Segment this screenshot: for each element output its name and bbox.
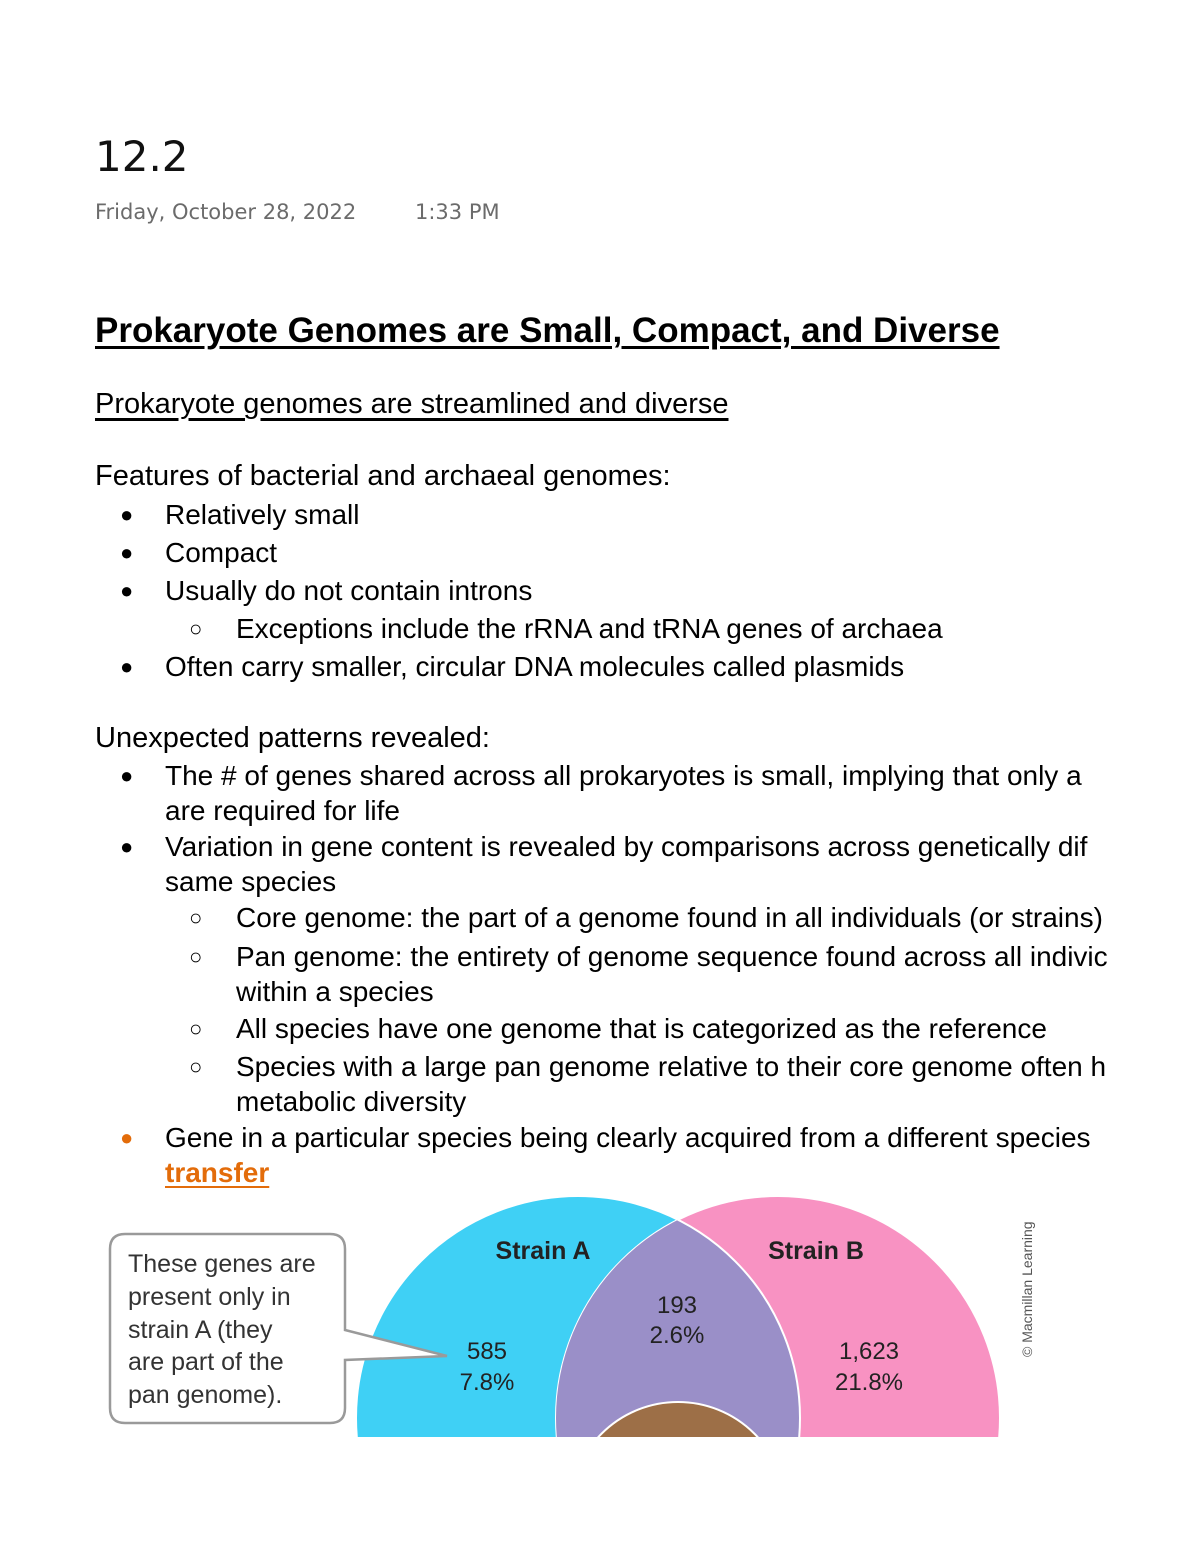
b-only-count: 1,623 (838, 1338, 900, 1365)
circle-bullet-icon: ○ (189, 616, 203, 641)
list-subitem: Species with a large pan genome relative to their core genome often h (236, 1051, 1107, 1082)
a-only-count: 585 (466, 1338, 508, 1365)
section-heading: Prokaryote Genomes are Small, Compact, and Diverse (95, 311, 1000, 350)
figure-credit: © Macmillan Learning (1019, 1221, 1035, 1357)
list-item-continuation: same species (165, 866, 337, 897)
note-date: Friday, October 28, 2022 (95, 200, 357, 224)
bullet-icon: ● (120, 834, 134, 859)
list-subitem: Exceptions include the rRNA and tRNA genes of archaea (236, 613, 943, 644)
patterns-intro: Unexpected patterns revealed: (95, 722, 490, 754)
circle-bullet-icon: ○ (189, 1016, 203, 1041)
bullet-icon: ● (120, 540, 134, 565)
pan-genome-venn-figure (0, 1195, 1200, 1437)
list-subitem: Pan genome: the entirety of genome sequence found across all indivic (236, 941, 1108, 972)
list-subitem-continuation: metabolic diversity (236, 1086, 467, 1117)
list-item: Relatively small (165, 499, 360, 530)
bullet-icon: ● (120, 654, 134, 679)
shared-pct: 2.6% (649, 1322, 705, 1349)
list-item: Compact (165, 537, 278, 568)
transfer-link[interactable]: transfer (165, 1157, 270, 1188)
note-time: 1:33 PM (415, 200, 500, 224)
section-subheading: Prokaryote genomes are streamlined and diverse (95, 388, 729, 420)
list-item: Variation in gene content is revealed by comparisons across genetically dif (165, 831, 1088, 862)
a-only-pct: 7.8% (459, 1369, 515, 1396)
callout-line: pan genome). (128, 1381, 283, 1409)
circle-bullet-icon: ○ (189, 905, 203, 930)
list-subitem: Core genome: the part of a genome found in all individuals (or strains) (236, 902, 1103, 933)
list-item: The # of genes shared across all prokaryotes is small, implying that only a (165, 760, 1082, 791)
list-subitem-continuation: within a species (236, 976, 434, 1007)
callout-line: strain A (they (128, 1316, 273, 1344)
callout-line: present only in (128, 1283, 291, 1311)
note-title: 12.2 (95, 132, 189, 181)
strain-a-label: Strain A (495, 1237, 591, 1265)
list-subitem: All species have one genome that is categorized as the reference (236, 1013, 1047, 1044)
list-item: Usually do not contain introns (165, 575, 533, 606)
list-item: Gene in a particular species being clearly acquired from a different species (165, 1122, 1091, 1153)
callout-line: These genes are (128, 1250, 316, 1278)
list-item-continuation: are required for life (165, 795, 401, 826)
bullet-icon: ● (120, 502, 134, 527)
list-item: Often carry smaller, circular DNA molecules called plasmids (165, 651, 905, 682)
b-only-pct: 21.8% (834, 1369, 904, 1396)
bullet-icon: ● (120, 763, 134, 788)
page-bottom-margin (0, 1437, 1200, 1553)
bullet-icon: ● (120, 578, 134, 603)
strain-b-label: Strain B (768, 1237, 864, 1265)
shared-count: 193 (656, 1292, 698, 1319)
circle-bullet-icon: ○ (189, 1054, 203, 1079)
orange-bullet-icon: ● (120, 1125, 134, 1150)
circle-bullet-icon: ○ (189, 944, 203, 969)
features-intro: Features of bacterial and archaeal genomes: (95, 460, 671, 492)
callout-line: are part of the (128, 1348, 284, 1376)
